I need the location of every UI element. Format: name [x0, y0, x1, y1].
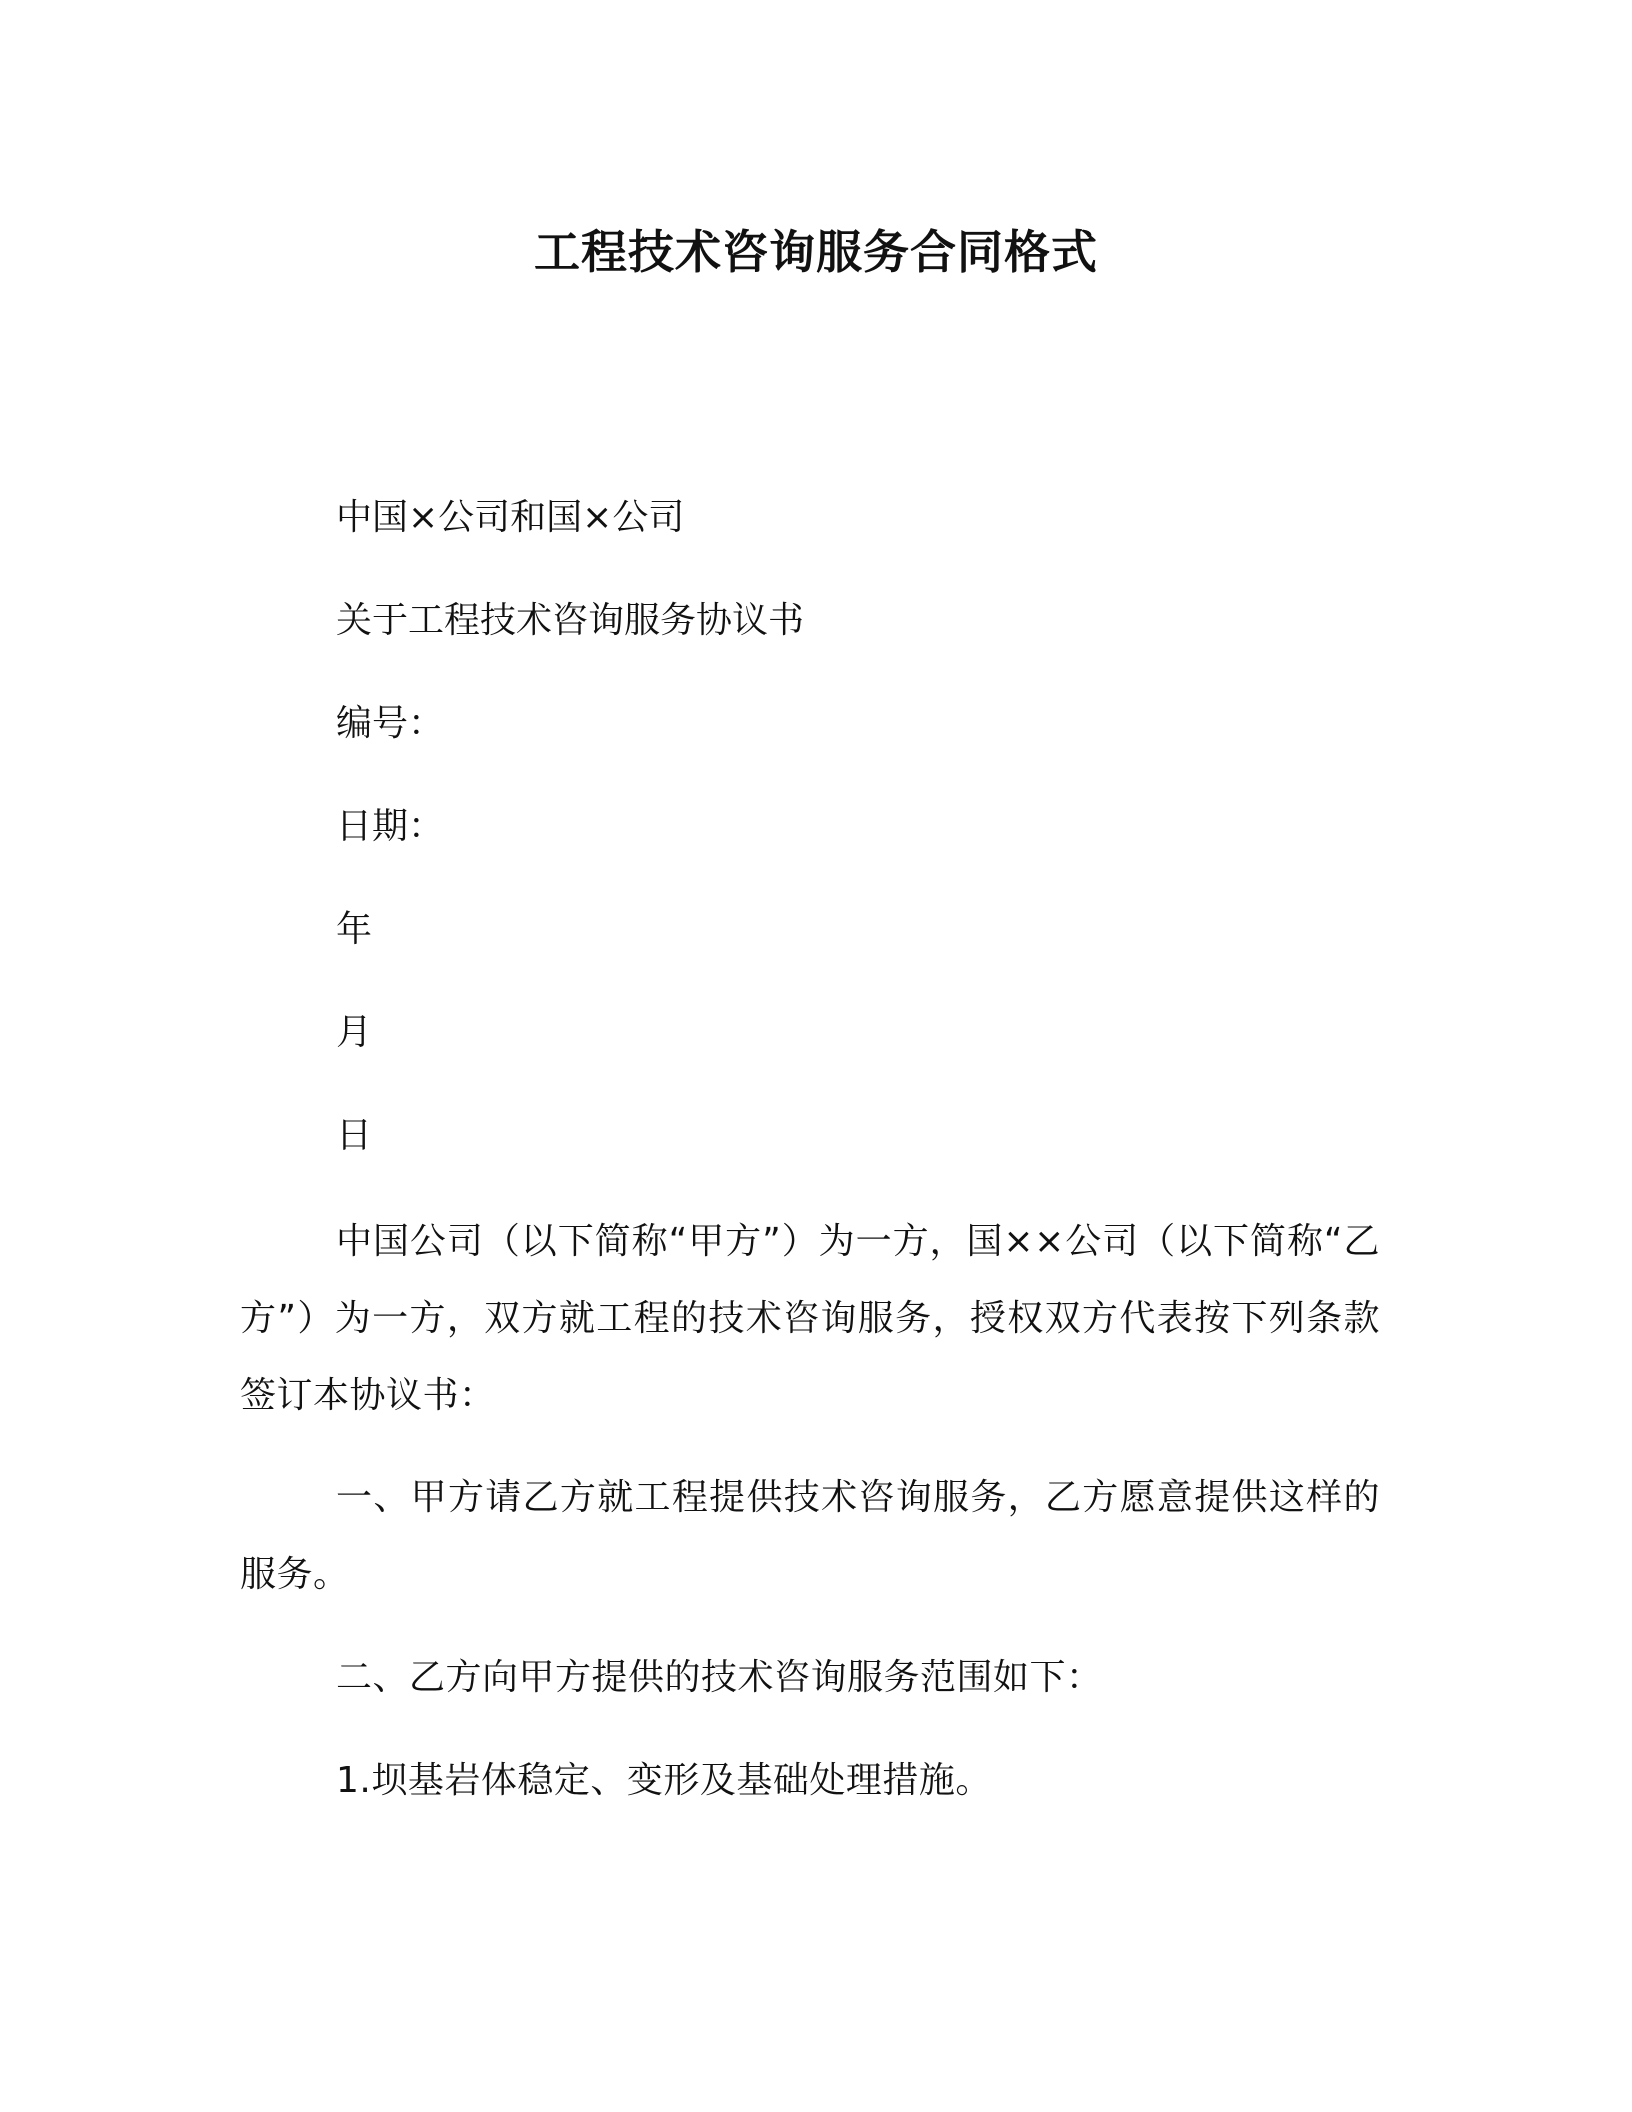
paragraph-clause-2: 二、乙方向甲方提供的技术咨询服务范围如下： [336, 1657, 1103, 1698]
header-line-year: 年 [336, 909, 373, 950]
header-line-parties: 中国×公司和国×公司 [336, 497, 685, 538]
header-line-agreement-title: 关于工程技术咨询服务协议书 [336, 600, 805, 641]
paragraph-preamble: 中国公司（以下简称“甲方”）为一方，国××公司（以下简称“乙方”）为一方，双方就工程的技术咨询服务，授权双方代表按下列条款签订本协议书： [240, 1221, 1380, 1416]
paragraph-item-1: 1.坝基岩体稳定、变形及基础处理措施。 [336, 1760, 992, 1801]
header-line-month: 月 [336, 1012, 373, 1053]
header-line-number: 编号： [336, 703, 445, 744]
paragraph-clause-1: 一、甲方请乙方就工程提供技术咨询服务，乙方愿意提供这样的服务。 [240, 1477, 1380, 1595]
document-title: 工程技术咨询服务合同格式 [534, 225, 1098, 279]
header-line-date: 日期： [336, 806, 445, 847]
header-line-day: 日 [336, 1115, 373, 1156]
